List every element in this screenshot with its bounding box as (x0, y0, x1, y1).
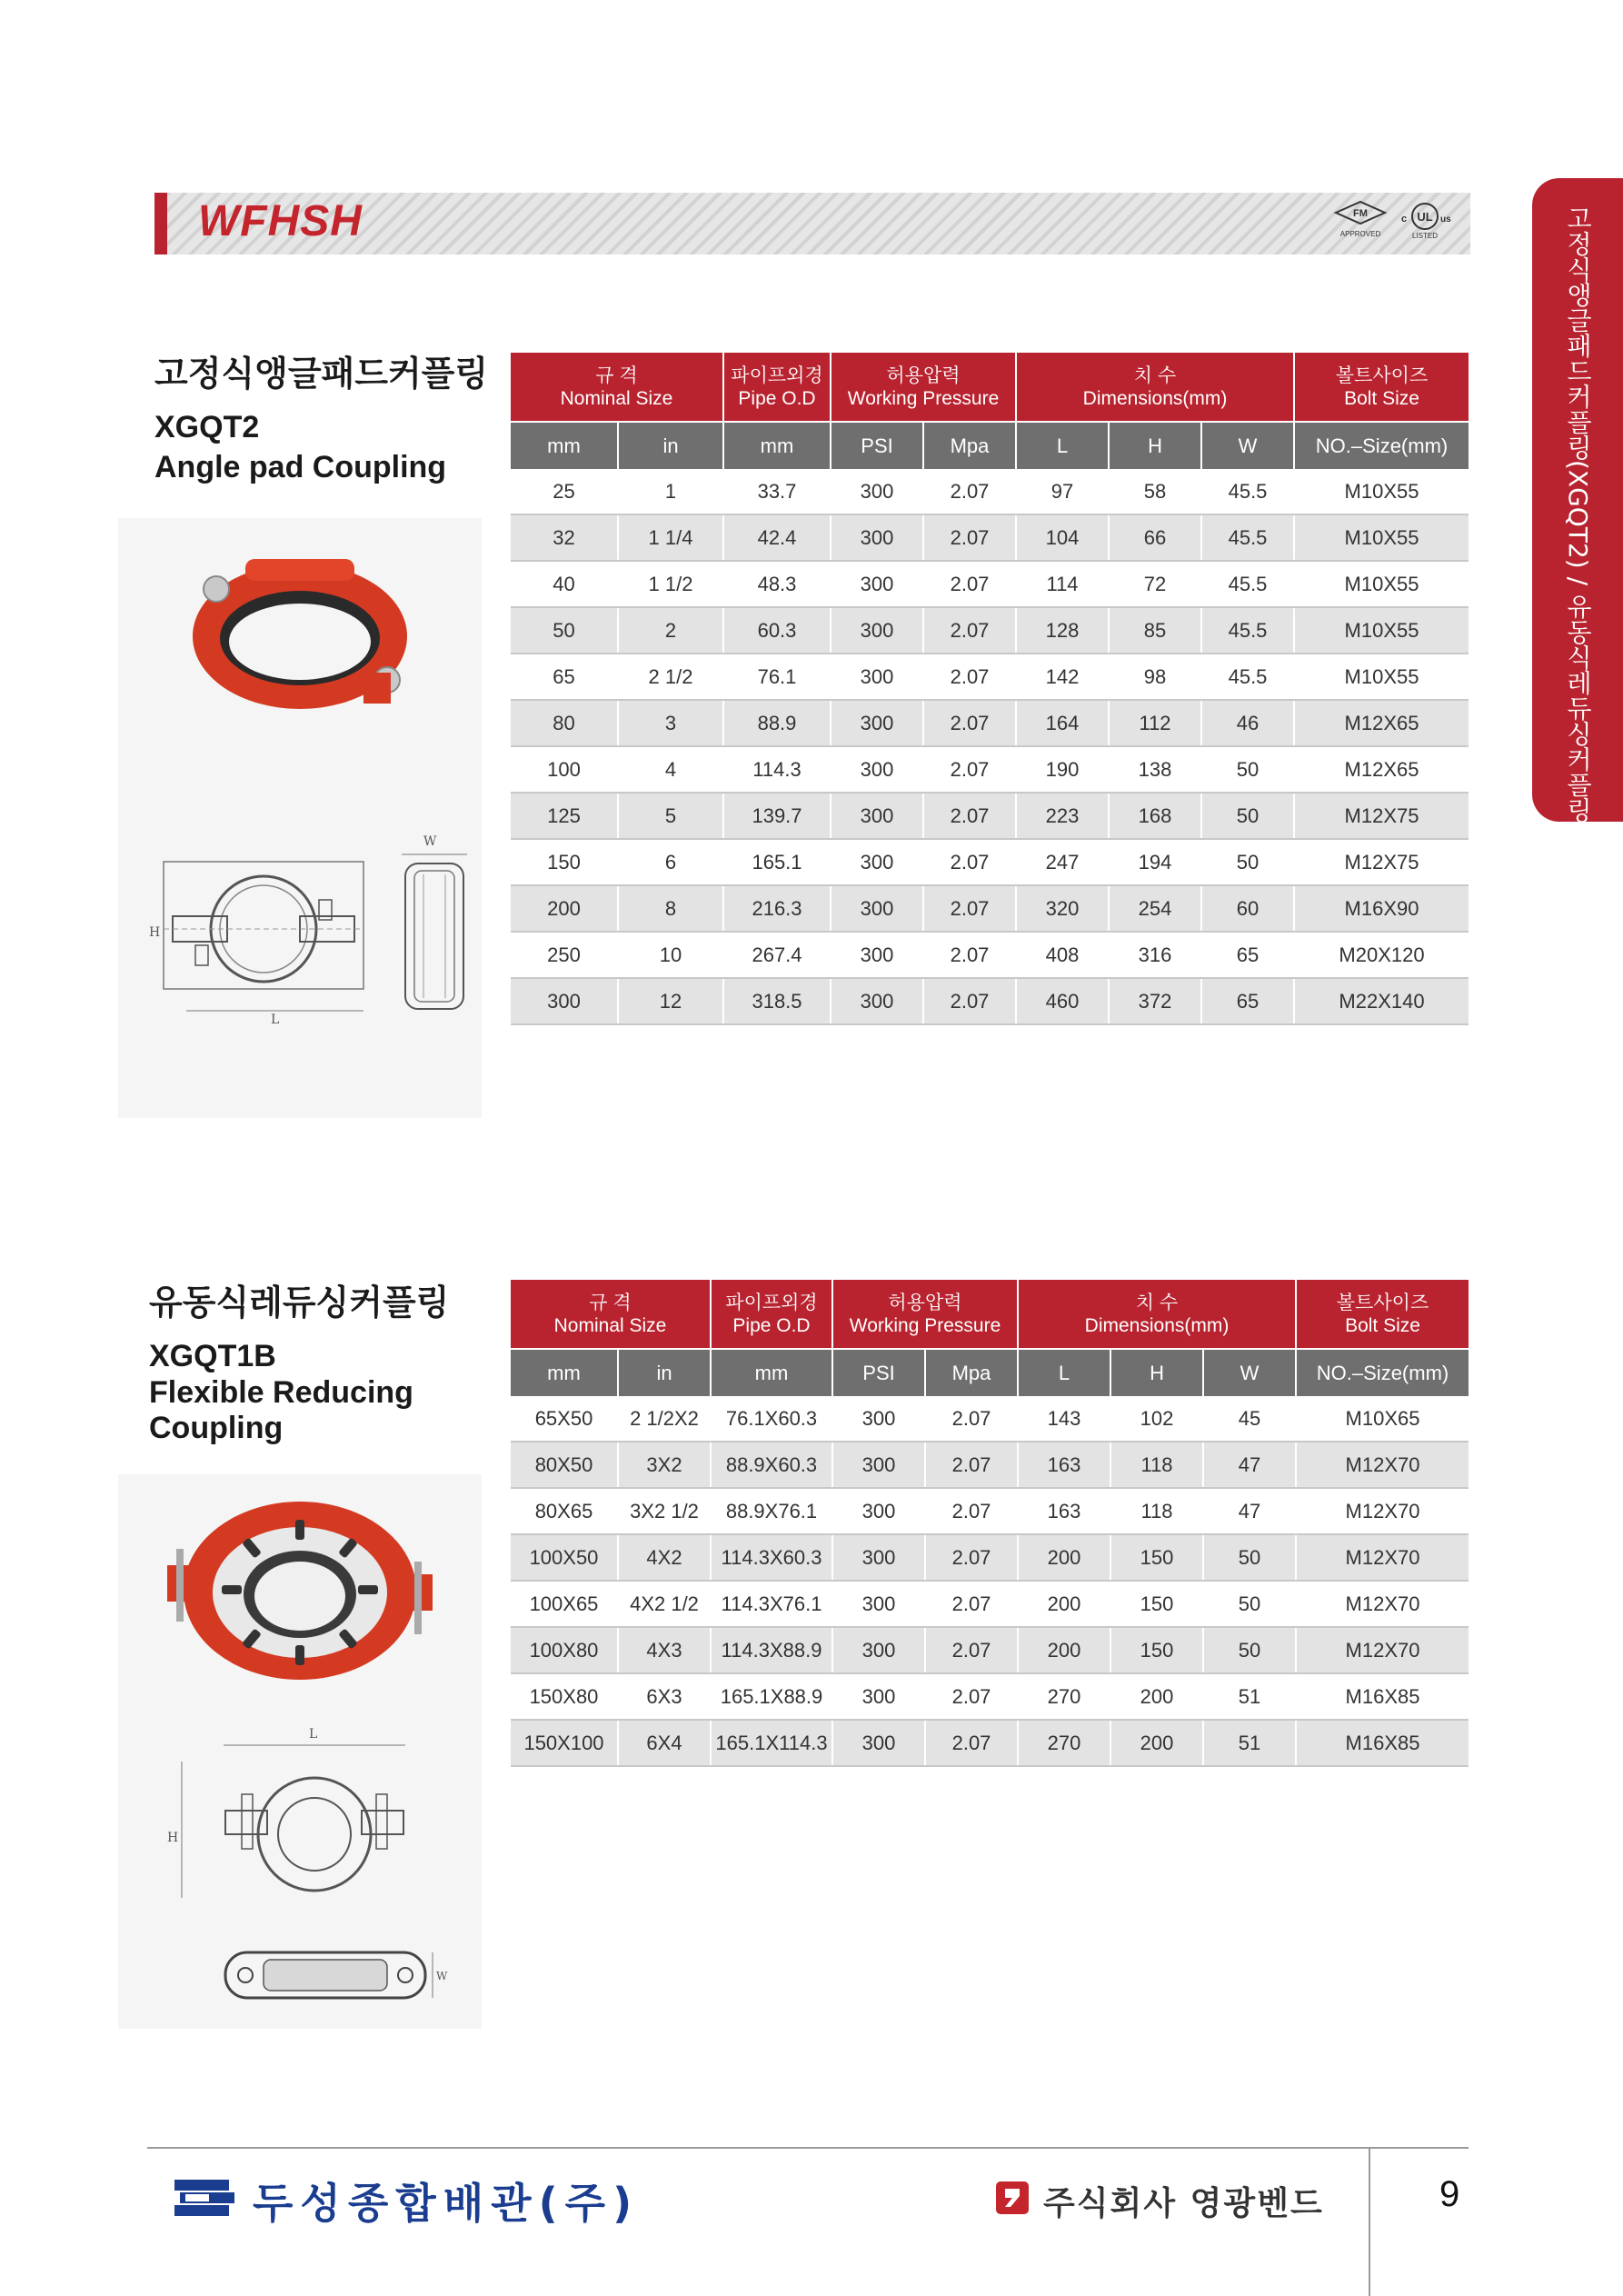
table-cell: 165.1 (723, 839, 831, 885)
table-cell: 4X2 (618, 1534, 711, 1581)
table-cell: 150 (1110, 1534, 1203, 1581)
table-cell: 270 (1018, 1720, 1110, 1766)
table-cell: 2.07 (923, 654, 1016, 700)
table-cell: 4X3 (618, 1627, 711, 1673)
table-cell: 10 (618, 932, 723, 978)
table-cell: 300 (831, 654, 923, 700)
header-dimensions: 치 수 Dimensions(mm) (1016, 353, 1294, 422)
table-cell: M10X65 (1296, 1396, 1469, 1442)
table-cell: M10X55 (1294, 607, 1469, 654)
table-cell: 6 (618, 839, 723, 885)
table-cell: 80X65 (511, 1488, 618, 1534)
table-cell: 88.9X60.3 (711, 1442, 832, 1488)
table-row (511, 607, 1469, 654)
table-cell: 66 (1109, 514, 1201, 561)
table-cell: 97 (1016, 469, 1109, 514)
table-cell: 372 (1109, 978, 1201, 1024)
table-cell: 190 (1016, 746, 1109, 793)
table-cell: M10X55 (1294, 514, 1469, 561)
dim-l-label: L (271, 1013, 280, 1027)
table-cell: 2.07 (923, 700, 1016, 746)
fm-sub-text: APPROVED (1339, 230, 1381, 238)
table-cell: 100 (511, 746, 618, 793)
flexible-reducing-coupling-side-drawing (218, 1943, 448, 2007)
table-cell: 267.4 (723, 932, 831, 978)
table-cell: 2.07 (925, 1442, 1018, 1488)
table-cell: M10X55 (1294, 469, 1469, 514)
table-cell: 300 (832, 1581, 925, 1627)
table-row (511, 793, 1469, 839)
table-cell: 51 (1203, 1720, 1296, 1766)
table-cell: 3 (618, 700, 723, 746)
table-cell: 320 (1016, 885, 1109, 932)
unit-header: W (1203, 1349, 1296, 1396)
table-unit-header-row (511, 422, 1469, 469)
footer-divider (147, 2147, 1469, 2149)
flexible-reducing-coupling-photo (164, 1483, 436, 1702)
unit-header: mm (511, 1349, 618, 1396)
table-cell: 2.07 (923, 561, 1016, 607)
table-cell: 65X50 (511, 1396, 618, 1442)
header-dimensions: 치 수 Dimensions(mm) (1018, 1280, 1296, 1349)
table-cell: 2 (618, 607, 723, 654)
company-name-right: 주식회사 영광벤드 (1043, 2185, 1324, 2222)
table-cell: M10X55 (1294, 561, 1469, 607)
table-cell: 114.3X76.1 (711, 1581, 832, 1627)
table-cell: 318.5 (723, 978, 831, 1024)
table-cell: 165.1X88.9 (711, 1673, 832, 1720)
table-body (511, 1396, 1469, 1766)
table-cell: 88.9 (723, 700, 831, 746)
section2-title-ko: 유동식레듀싱커플링 (149, 1283, 450, 1323)
table-cell: 50 (1203, 1581, 1296, 1627)
table-cell: 65 (511, 654, 618, 700)
unit-header: PSI (831, 422, 923, 469)
table-cell: 194 (1109, 839, 1201, 885)
unit-header: H (1110, 1349, 1203, 1396)
table-cell: 300 (511, 978, 618, 1024)
unit-header: NO.–Size(mm) (1294, 422, 1469, 469)
yeonggwang-bend-logo-icon (994, 2180, 1031, 2221)
unit-header: PSI (832, 1349, 925, 1396)
table-cell: 60 (1201, 885, 1294, 932)
table-cell: 100X80 (511, 1627, 618, 1673)
table-cell: 2.07 (923, 793, 1016, 839)
table-cell: 50 (1203, 1534, 1296, 1581)
table-cell: 4 (618, 746, 723, 793)
dim-w-label: W (423, 834, 437, 849)
table-cell: 300 (831, 607, 923, 654)
brand-logo: WFHSH (198, 197, 363, 245)
dim-h-label: H (167, 1831, 179, 1845)
page-number: 9 (1439, 2174, 1460, 2214)
table-cell: 2.07 (923, 746, 1016, 793)
table-cell: 85 (1109, 607, 1201, 654)
table-cell: 2.07 (923, 607, 1016, 654)
unit-header: Mpa (925, 1349, 1018, 1396)
table-row (511, 1442, 1469, 1488)
table-cell: 300 (832, 1627, 925, 1673)
table-row (511, 654, 1469, 700)
table-cell: 65 (1201, 978, 1294, 1024)
table-cell: 102 (1110, 1396, 1203, 1442)
table-cell: 2.07 (925, 1534, 1018, 1581)
side-tab-label: 고정식앵글패드커플링(XGQT2) / 유동식레듀싱커플링(XGQT1B) (1563, 205, 1593, 949)
table-cell: 80X50 (511, 1442, 618, 1488)
table-cell: 2 1/2X2 (618, 1396, 711, 1442)
table-cell: 200 (1018, 1627, 1110, 1673)
table-row (511, 469, 1469, 514)
table-cell: 2.07 (925, 1627, 1018, 1673)
table-cell: 2.07 (923, 839, 1016, 885)
table-cell: 300 (832, 1720, 925, 1766)
table-cell: 100X65 (511, 1581, 618, 1627)
table-cell: 2.07 (923, 932, 1016, 978)
section1-title-ko: 고정식앵글패드커플링 (154, 354, 489, 394)
table-cell: 118 (1110, 1442, 1203, 1488)
table-cell: 5 (618, 793, 723, 839)
table-cell: 143 (1018, 1396, 1110, 1442)
table-cell: M12X65 (1294, 700, 1469, 746)
table-cell: 2.07 (923, 514, 1016, 561)
header-pipe-od: 파이프외경 Pipe O.D (711, 1280, 832, 1349)
table-row (511, 1581, 1469, 1627)
table-cell: M16X90 (1294, 885, 1469, 932)
table-cell: 51 (1203, 1673, 1296, 1720)
table-cell: 300 (831, 561, 923, 607)
table-cell: 50 (511, 607, 618, 654)
table-cell: 72 (1109, 561, 1201, 607)
table-cell: 2.07 (923, 885, 1016, 932)
table-cell: M10X55 (1294, 654, 1469, 700)
unit-header: H (1109, 422, 1201, 469)
table-row (511, 1673, 1469, 1720)
table-cell: 46 (1201, 700, 1294, 746)
table-unit-header-row (511, 1349, 1469, 1396)
angle-pad-coupling-front-drawing (145, 845, 382, 1027)
table-group-header-row (511, 1280, 1469, 1349)
table-cell: 47 (1203, 1442, 1296, 1488)
table-cell: 45.5 (1201, 561, 1294, 607)
table-row (511, 1396, 1469, 1442)
banner-accent-bar (154, 193, 167, 255)
table-cell: 58 (1109, 469, 1201, 514)
table-cell: 4X2 1/2 (618, 1581, 711, 1627)
table-cell: 460 (1016, 978, 1109, 1024)
header-nominal-size: 규 격 Nominal Size (511, 1280, 711, 1349)
header-nominal-size: 규 격 Nominal Size (511, 353, 723, 422)
table-cell: 60.3 (723, 607, 831, 654)
table-cell: 200 (1110, 1673, 1203, 1720)
table-cell: 142 (1016, 654, 1109, 700)
table-cell: 300 (832, 1673, 925, 1720)
table-cell: 1 1/4 (618, 514, 723, 561)
table-cell: 6X3 (618, 1673, 711, 1720)
side-section-tab (1532, 178, 1623, 949)
angle-pad-coupling-photo (182, 536, 418, 727)
table-cell: 114.3X88.9 (711, 1627, 832, 1673)
table-row (511, 932, 1469, 978)
table-cell: 1 1/2 (618, 561, 723, 607)
table-cell: 300 (831, 469, 923, 514)
footer-vertical-divider (1369, 2147, 1370, 2296)
header-bolt-size: 볼트사이즈 Bolt Size (1296, 1280, 1469, 1349)
fm-approved-icon (1332, 200, 1389, 242)
table-cell: M12X70 (1296, 1534, 1469, 1581)
table-row (511, 514, 1469, 561)
table-cell: 50 (1201, 793, 1294, 839)
table-cell: M12X75 (1294, 793, 1469, 839)
table-cell: 45.5 (1201, 607, 1294, 654)
section1-code: XGQT2 (154, 410, 260, 444)
table-row (511, 885, 1469, 932)
unit-header: Mpa (923, 422, 1016, 469)
table-cell: 300 (831, 839, 923, 885)
table-body (511, 469, 1469, 1024)
table-row (511, 746, 1469, 793)
ul-text: UL (1417, 210, 1433, 224)
table-cell: 139.7 (723, 793, 831, 839)
table-cell: 25 (511, 469, 618, 514)
table-cell: 300 (831, 514, 923, 561)
table-cell: 250 (511, 932, 618, 978)
table-cell: 300 (832, 1442, 925, 1488)
table-cell: 128 (1016, 607, 1109, 654)
table-cell: 114.3X60.3 (711, 1534, 832, 1581)
table-cell: 216.3 (723, 885, 831, 932)
table-cell: 50 (1203, 1627, 1296, 1673)
table-cell: 200 (1018, 1581, 1110, 1627)
table-row (511, 1488, 1469, 1534)
table-cell: 76.1 (723, 654, 831, 700)
table-cell: 47 (1203, 1488, 1296, 1534)
table-cell: 165.1X114.3 (711, 1720, 832, 1766)
table-cell: 254 (1109, 885, 1201, 932)
fm-text: FM (1353, 208, 1368, 219)
dim-w-label: W (436, 1970, 448, 1982)
table-cell: 200 (511, 885, 618, 932)
table-cell: 150 (511, 839, 618, 885)
table-cell: 163 (1018, 1442, 1110, 1488)
dim-h-label: H (149, 925, 161, 940)
table-cell: 270 (1018, 1673, 1110, 1720)
table-cell: 300 (832, 1488, 925, 1534)
table-cell: 100X50 (511, 1534, 618, 1581)
table-cell: 2.07 (925, 1720, 1018, 1766)
table-cell: 50 (1201, 839, 1294, 885)
unit-header: mm (511, 422, 618, 469)
table-cell: 247 (1016, 839, 1109, 885)
table-cell: 125 (511, 793, 618, 839)
table-cell: 300 (831, 932, 923, 978)
table-row (511, 1534, 1469, 1581)
table-row (511, 561, 1469, 607)
table-cell: 150 (1110, 1627, 1203, 1673)
table-row (511, 1720, 1469, 1766)
table-cell: 300 (831, 978, 923, 1024)
table-cell: 104 (1016, 514, 1109, 561)
angle-pad-coupling-spec-table (511, 353, 1469, 1025)
table-cell: 3X2 (618, 1442, 711, 1488)
table-cell: 163 (1018, 1488, 1110, 1534)
table-cell: 50 (1201, 746, 1294, 793)
table-cell: 88.9X76.1 (711, 1488, 832, 1534)
table-cell: M12X75 (1294, 839, 1469, 885)
table-cell: 2.07 (925, 1673, 1018, 1720)
table-cell: 45.5 (1201, 469, 1294, 514)
table-cell: M12X70 (1296, 1627, 1469, 1673)
table-cell: 408 (1016, 932, 1109, 978)
angle-pad-coupling-side-drawing (398, 834, 471, 1016)
table-cell: 2.07 (925, 1488, 1018, 1534)
table-cell: 200 (1018, 1534, 1110, 1581)
table-cell: M12X70 (1296, 1581, 1469, 1627)
header-working-pressure: 허용압력 Working Pressure (832, 1280, 1018, 1349)
table-cell: 80 (511, 700, 618, 746)
table-cell: 45.5 (1201, 514, 1294, 561)
table-cell: 45.5 (1201, 654, 1294, 700)
header-pipe-od: 파이프외경 Pipe O.D (723, 353, 831, 422)
table-cell: 316 (1109, 932, 1201, 978)
table-cell: 45 (1203, 1396, 1296, 1442)
table-cell: 3X2 1/2 (618, 1488, 711, 1534)
table-cell: 2 1/2 (618, 654, 723, 700)
table-cell: 168 (1109, 793, 1201, 839)
table-cell: 138 (1109, 746, 1201, 793)
table-cell: 12 (618, 978, 723, 1024)
table-cell: 2.07 (925, 1581, 1018, 1627)
dusung-logo-icon (171, 2172, 240, 2228)
section2-name-en-line2: Coupling (149, 1411, 284, 1445)
table-cell: 300 (832, 1534, 925, 1581)
ul-sub-text: LISTED (1411, 232, 1439, 240)
unit-header: mm (711, 1349, 832, 1396)
table-cell: 8 (618, 885, 723, 932)
table-cell: 2.07 (925, 1396, 1018, 1442)
table-cell: 300 (831, 746, 923, 793)
table-cell: 2.07 (923, 978, 1016, 1024)
unit-header: mm (723, 422, 831, 469)
table-cell: 65 (1201, 932, 1294, 978)
table-row (511, 839, 1469, 885)
table-cell: M20X120 (1294, 932, 1469, 978)
header-bolt-size: 볼트사이즈 Bolt Size (1294, 353, 1469, 422)
unit-header: L (1016, 422, 1109, 469)
table-cell: 40 (511, 561, 618, 607)
table-cell: 164 (1016, 700, 1109, 746)
table-cell: M16X85 (1296, 1720, 1469, 1766)
table-cell: 114 (1016, 561, 1109, 607)
table-cell: 200 (1110, 1720, 1203, 1766)
table-cell: 1 (618, 469, 723, 514)
unit-header: in (618, 422, 723, 469)
table-cell: 76.1X60.3 (711, 1396, 832, 1442)
table-cell: 150X80 (511, 1673, 618, 1720)
table-cell: 2.07 (923, 469, 1016, 514)
unit-header: in (618, 1349, 711, 1396)
table-row (511, 1627, 1469, 1673)
flexible-reducing-coupling-front-drawing (164, 1725, 418, 1907)
table-cell: 114.3 (723, 746, 831, 793)
table-row (511, 700, 1469, 746)
table-cell: M12X70 (1296, 1442, 1469, 1488)
section2-name-en-line1: Flexible Reducing (149, 1375, 413, 1410)
unit-header: W (1201, 422, 1294, 469)
table-cell: 112 (1109, 700, 1201, 746)
company-name-left: 두성종합배관(주) (253, 2179, 640, 2228)
table-cell: 150X100 (511, 1720, 618, 1766)
table-cell: 150 (1110, 1581, 1203, 1627)
table-cell: M16X85 (1296, 1673, 1469, 1720)
dim-l-label: L (309, 1727, 318, 1742)
unit-header: NO.–Size(mm) (1296, 1349, 1469, 1396)
ul-us-text: us (1440, 215, 1451, 225)
table-cell: 300 (831, 700, 923, 746)
table-cell: 300 (831, 885, 923, 932)
table-cell: 300 (831, 793, 923, 839)
table-cell: 118 (1110, 1488, 1203, 1534)
table-group-header-row (511, 353, 1469, 422)
section2-code: XGQT1B (149, 1339, 276, 1373)
section1-name-en: Angle pad Coupling (154, 450, 447, 484)
table-cell: 98 (1109, 654, 1201, 700)
table-row (511, 978, 1469, 1024)
unit-header: L (1018, 1349, 1110, 1396)
table-cell: 6X4 (618, 1720, 711, 1766)
table-cell: M12X65 (1294, 746, 1469, 793)
table-cell: M22X140 (1294, 978, 1469, 1024)
flexible-reducing-coupling-spec-table (511, 1280, 1469, 1767)
table-cell: M12X70 (1296, 1488, 1469, 1534)
table-cell: 223 (1016, 793, 1109, 839)
table-cell: 33.7 (723, 469, 831, 514)
ul-c-text: c (1401, 214, 1408, 225)
table-cell: 32 (511, 514, 618, 561)
table-cell: 42.4 (723, 514, 831, 561)
header-working-pressure: 허용압력 Working Pressure (831, 353, 1016, 422)
ul-listed-icon (1396, 200, 1456, 242)
table-cell: 300 (832, 1396, 925, 1442)
table-cell: 48.3 (723, 561, 831, 607)
